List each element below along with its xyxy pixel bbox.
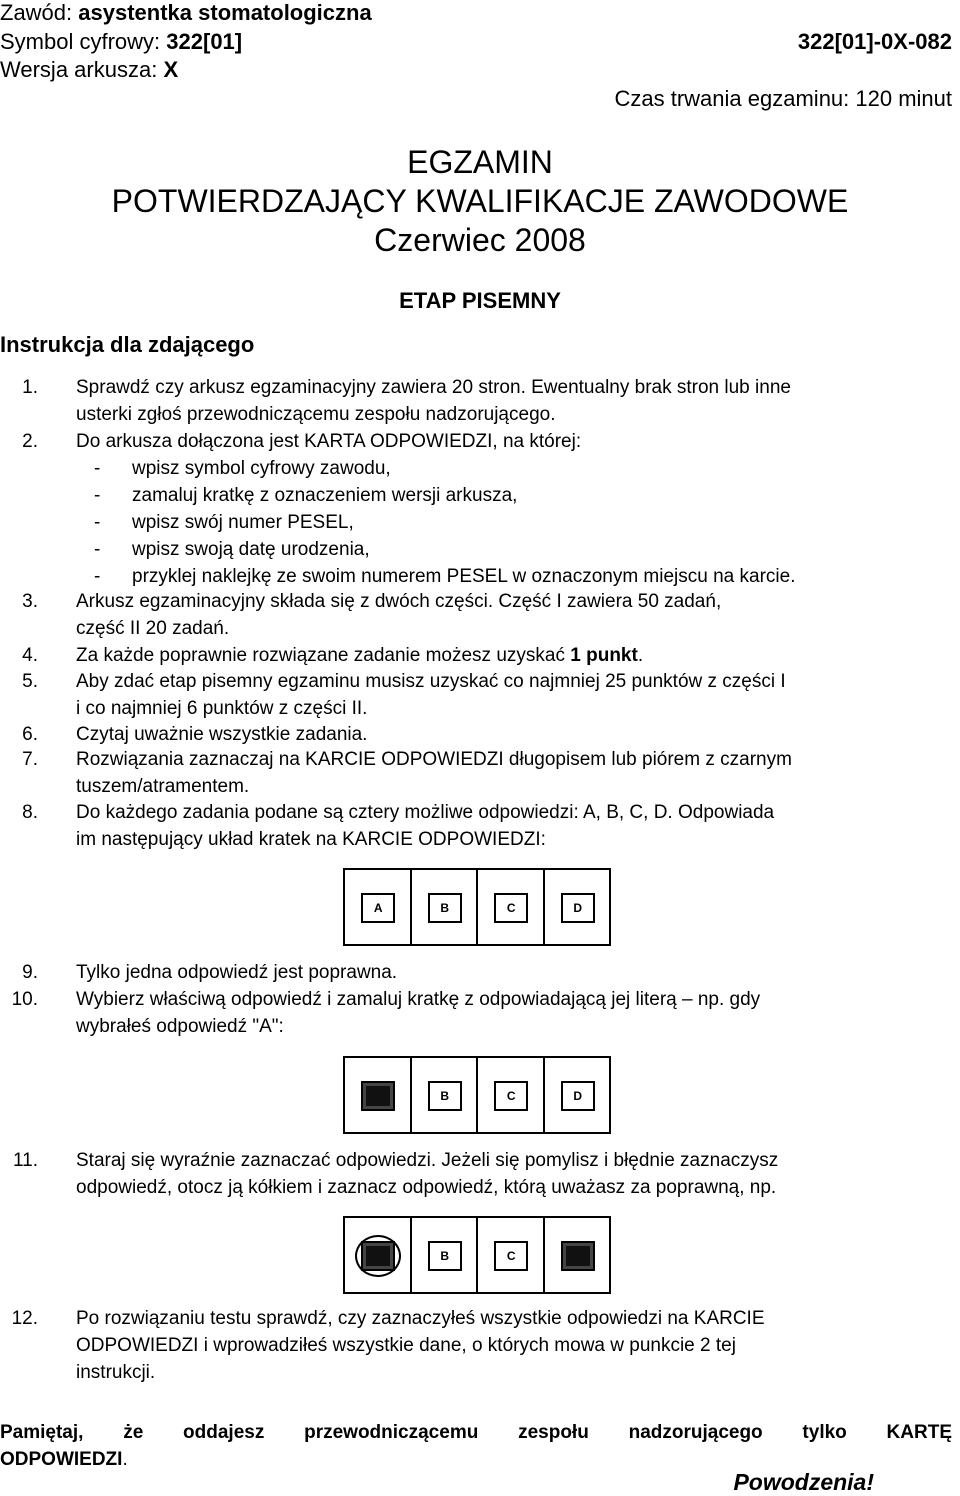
item-text: Sprawdź czy arkusz egzaminacyjny zawiera 20 stron. Ewentualny brak stron lub inne (76, 377, 791, 398)
grid-cell (345, 870, 412, 944)
item-number: 7. (22, 749, 38, 770)
item-text: odpowiedź, otocz ją kółkiem i zaznacz odpowiedź, którą uważasz za poprawną, np. (76, 1177, 777, 1198)
dash-bullet: - (94, 566, 101, 587)
reminder-bold: ODPOWIEDZI (0, 1449, 123, 1470)
answer-box-d-filled: D (561, 1241, 595, 1271)
sub-item: wpisz symbol cyfrowy zawodu, (132, 458, 391, 479)
answer-box-c: C (494, 1241, 528, 1271)
version-value: X (163, 57, 179, 82)
item-number: 10. (11, 989, 38, 1010)
title-line-1: EGZAMIN (407, 144, 553, 180)
dash-bullet: - (94, 458, 101, 479)
grid-cell (478, 870, 545, 944)
item-number: 12. (11, 1308, 38, 1329)
item-text: Czytaj uważnie wszystkie zadania. (76, 724, 368, 745)
grid-cell (545, 1058, 610, 1132)
item-text: tuszem/atramentem. (76, 776, 250, 797)
item-text: Do każdego zadania podane są cztery możliwe odpowiedzi: A, B, C, D. Odpowiada (76, 802, 775, 823)
item-text: Arkusz egzaminacyjny składa się z dwóch części. Część I zawiera 50 zadań, (76, 591, 722, 612)
item-text: część II 20 zadań. (76, 618, 230, 639)
item-text-part: . (637, 645, 644, 666)
sub-item: wpisz swoją datę urodzenia, (132, 539, 370, 560)
item-text: Rozwiązania zaznaczaj na KARCIE ODPOWIEDZI długopisem lub piórem z czarnym (76, 749, 792, 770)
item-number: 6. (22, 724, 38, 745)
exam-duration: Czas trwania egzaminu: 120 minut (614, 86, 952, 111)
dash-bullet: - (94, 539, 101, 560)
stage-heading: ETAP PISEMNY (399, 288, 561, 313)
answer-box-a: A (361, 893, 395, 923)
answer-box-c: C (494, 893, 528, 923)
answer-grid-corrected (343, 1216, 611, 1294)
title-line-3: Czerwiec 2008 (374, 222, 586, 258)
item-number: 11. (12, 1150, 38, 1171)
profession-value: asystentka stomatologiczna (78, 0, 372, 25)
reminder-line-2 (0, 1446, 128, 1473)
version-label: Wersja arkusza: (0, 57, 158, 82)
item-text: wybrałeś odpowiedź "A": (76, 1016, 284, 1037)
item-number: 2. (22, 431, 38, 452)
symbol-label: Symbol cyfrowy: (0, 29, 161, 54)
profession-line (0, 0, 372, 26)
answer-box-b: B (428, 1081, 462, 1111)
good-luck: Powodzenia! (733, 1469, 874, 1495)
item-text: ODPOWIEDZI i wprowadziłeś wszystkie dane, o których mowa w punkcie 2 tej (76, 1335, 736, 1356)
item-text: Tylko jedna odpowiedź jest poprawna. (76, 962, 398, 983)
grid-cell (412, 870, 479, 944)
grid-cell (478, 1058, 545, 1132)
item-number: 5. (22, 671, 38, 692)
dash-bullet: - (94, 485, 101, 506)
item-text: Po rozwiązaniu testu sprawdź, czy zaznaczyłeś wszystkie odpowiedzi na KARCIE (76, 1308, 765, 1329)
item-number: 9. (22, 962, 38, 983)
item-text-part: Za każde poprawnie rozwiązane zadanie możesz uzyskać (76, 645, 571, 666)
version-line (0, 57, 178, 83)
sub-item: zamaluj kratkę z oznaczeniem wersji arkusza, (132, 485, 518, 506)
grid-cell (545, 1218, 610, 1292)
title-line-2: POTWIERDZAJĄCY KWALIFIKACJE ZAWODOWE (111, 183, 849, 219)
item-text (76, 642, 952, 669)
reminder-period: . (122, 1449, 128, 1470)
answer-box-b: B (428, 1241, 462, 1271)
item-text: Aby zdać etap pisemny egzaminu musisz uzyskać co najmniej 25 punktów z części I (76, 671, 786, 692)
instructions-heading: Instrukcja dla zdającego (0, 332, 255, 357)
answer-box-d: D (561, 893, 595, 923)
reminder-line-1: Pamiętaj, że oddajesz przewodniczącemu zespołu nadzorującego tylko KARTĘ (0, 1422, 952, 1443)
answer-grid-example (343, 868, 611, 946)
grid-cell (345, 1058, 412, 1132)
grid-cell (412, 1058, 479, 1132)
answer-box-c: C (494, 1081, 528, 1111)
item-text-bold: 1 punkt (570, 645, 638, 666)
answer-grid-marked (343, 1056, 611, 1134)
exam-code: 322[01]-0X-082 (797, 29, 952, 54)
grid-cell (545, 870, 610, 944)
grid-cell (478, 1218, 545, 1292)
item-text: instrukcji. (76, 1362, 156, 1383)
grid-cell (412, 1218, 479, 1292)
answer-box-a-filled: A (361, 1081, 395, 1111)
item-text: usterki zgłoś przewodniczącemu zespołu nadzorującego. (76, 404, 556, 425)
symbol-value: 322[01] (166, 29, 243, 54)
item-number: 8. (22, 802, 38, 823)
profession-label: Zawód: (0, 0, 73, 25)
item-number: 1. (22, 377, 38, 398)
symbol-line (0, 29, 242, 55)
item-number: 4. (22, 645, 38, 666)
answer-box-b: B (428, 893, 462, 923)
item-text: Do arkusza dołączona jest KARTA ODPOWIEDZI, na której: (76, 431, 582, 452)
dash-bullet: - (94, 512, 101, 533)
sub-item: wpisz swój numer PESEL, (132, 512, 354, 533)
item-text: i co najmniej 6 punktów z części II. (76, 698, 368, 719)
item-number: 3. (22, 591, 38, 612)
item-text: im następujący układ kratek na KARCIE ODPOWIEDZI: (76, 829, 546, 850)
grid-cell (345, 1218, 412, 1292)
item-text: Staraj się wyraźnie zaznaczać odpowiedzi. Jeżeli się pomylisz i błędnie zaznaczysz (76, 1150, 779, 1171)
answer-box-d: D (561, 1081, 595, 1111)
sub-item: przyklej naklejkę ze swoim numerem PESEL w oznaczonym miejscu na karcie. (132, 566, 796, 587)
item-text: Wybierz właściwą odpowiedź i zamaluj kratkę z odpowiadającą jej literą – np. gdy (76, 989, 761, 1010)
answer-box-a-filled: A (361, 1241, 395, 1271)
